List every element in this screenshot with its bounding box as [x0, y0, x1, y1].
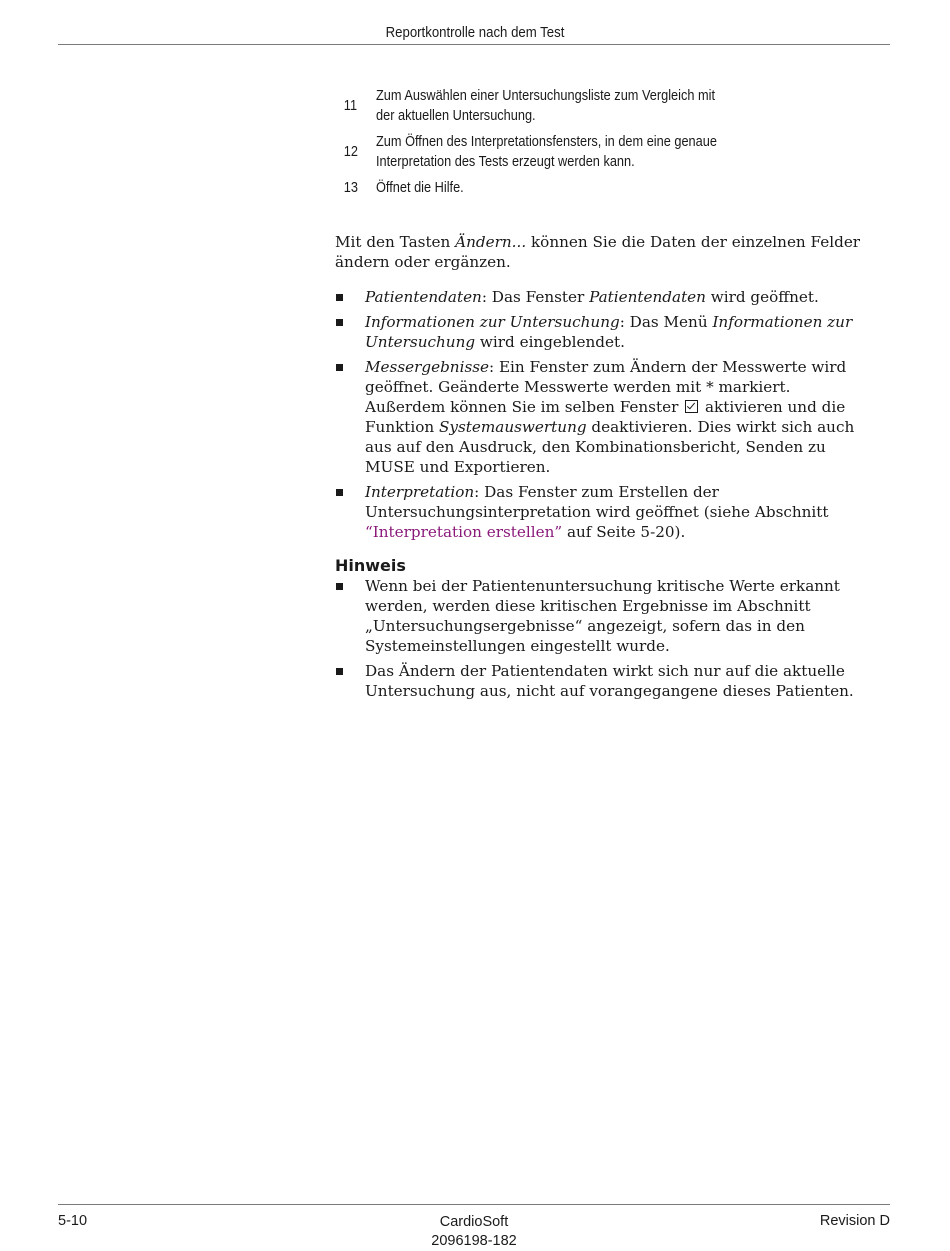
intro-text: können Sie die Daten der einzelnen Felder ändern oder ergänzen.: [335, 233, 861, 271]
cross-reference-link[interactable]: “Interpretation erstellen”: [365, 523, 563, 541]
item-text: wird geöffnet.: [705, 288, 819, 306]
callout-text: Zum Öffnen des Interpretationsfensters, in dem eine genaue Interpretation des Tests erzeugt werden kann.: [376, 134, 717, 170]
term: Informationen zur Untersuchung: [365, 313, 853, 351]
square-bullet-icon: [336, 319, 343, 326]
square-bullet-icon: [336, 364, 343, 371]
callout-text: Öffnet die Hilfe.: [376, 180, 464, 196]
list-item: [335, 287, 875, 307]
term: Messergebnisse: [365, 358, 490, 376]
document-number: 2096198-182: [431, 1233, 517, 1249]
item-text: : Das Menü: [619, 313, 713, 331]
edit-options-list: [335, 287, 875, 542]
item-text: : Das Fenster: [481, 288, 590, 306]
item-text: aktivieren und die Funktion: [365, 398, 846, 436]
intro-button-name: Ändern...: [455, 233, 527, 251]
callout-text: Zum Auswählen einer Untersuchungsliste zum Vergleich mit der aktuellen Untersuchung.: [376, 88, 716, 124]
header-divider: [58, 44, 890, 45]
footer-product: [58, 1213, 890, 1251]
callout-number: 11: [343, 98, 358, 114]
square-bullet-icon: [336, 294, 343, 301]
list-item: [335, 576, 875, 656]
item-text: wird eingeblendet.: [475, 333, 625, 351]
footer-divider: [58, 1204, 890, 1205]
note-heading: Hinweis: [335, 556, 406, 575]
list-item: [335, 357, 875, 477]
page-number: 5-10: [58, 1213, 88, 1229]
term: Patientendaten: [589, 288, 706, 306]
note-text: Wenn bei der Patientenuntersuchung kritische Werte erkannt werden, werden diese kritischen Ergebnisse im Abschnitt „Untersuchungsergebnisse“ angezeigt, sofern das in den Systemeinstellungen eingestellt wurde.: [365, 577, 840, 655]
term: Interpretation: [365, 483, 475, 501]
item-text: deaktivieren. Dies wirkt sich auch aus auf den Ausdruck, den Kombinationsbericht, Senden zu MUSE und Exportieren.: [365, 418, 855, 476]
callout-number: 12: [343, 144, 359, 160]
callout-row: [335, 178, 785, 198]
revision-label: Revision D: [819, 1213, 890, 1229]
callout-number: 13: [343, 180, 359, 196]
term: Patientendaten: [365, 288, 482, 306]
item-text: auf Seite 5-20).: [562, 523, 686, 541]
item-text: : Das Fenster zum Erstellen der Untersuchungsinterpretation wird geöffnet (siehe Abschnitt: [365, 483, 829, 521]
product-name: CardioSoft: [439, 1214, 509, 1230]
item-text: : Ein Fenster zum Ändern der Messwerte wird geöffnet. Geänderte Messwerte werden mit * markiert. Außerdem können Sie im selben Fenster: [365, 358, 847, 416]
square-bullet-icon: [336, 668, 343, 675]
page-header-title: Reportkontrolle nach dem Test: [385, 24, 565, 41]
term: Systemauswertung: [439, 418, 587, 436]
square-bullet-icon: [336, 489, 343, 496]
square-bullet-icon: [336, 583, 343, 590]
callout-table: [335, 86, 785, 204]
callout-row: [335, 132, 785, 172]
note-text: Das Ändern der Patientendaten wirkt sich nur auf die aktuelle Untersuchung aus, nicht auf vorangegangene dieses Patienten.: [365, 662, 854, 700]
main-content: [335, 232, 875, 706]
term: Informationen zur Untersuchung: [365, 313, 620, 331]
list-item: [335, 661, 875, 701]
intro-text: Mit den Tasten: [335, 233, 456, 251]
callout-row: [335, 86, 785, 126]
intro-paragraph: [335, 232, 875, 272]
note-list: [335, 576, 875, 701]
list-item: [335, 482, 875, 542]
checkbox-checked-icon: [685, 400, 698, 413]
list-item: [335, 312, 875, 352]
